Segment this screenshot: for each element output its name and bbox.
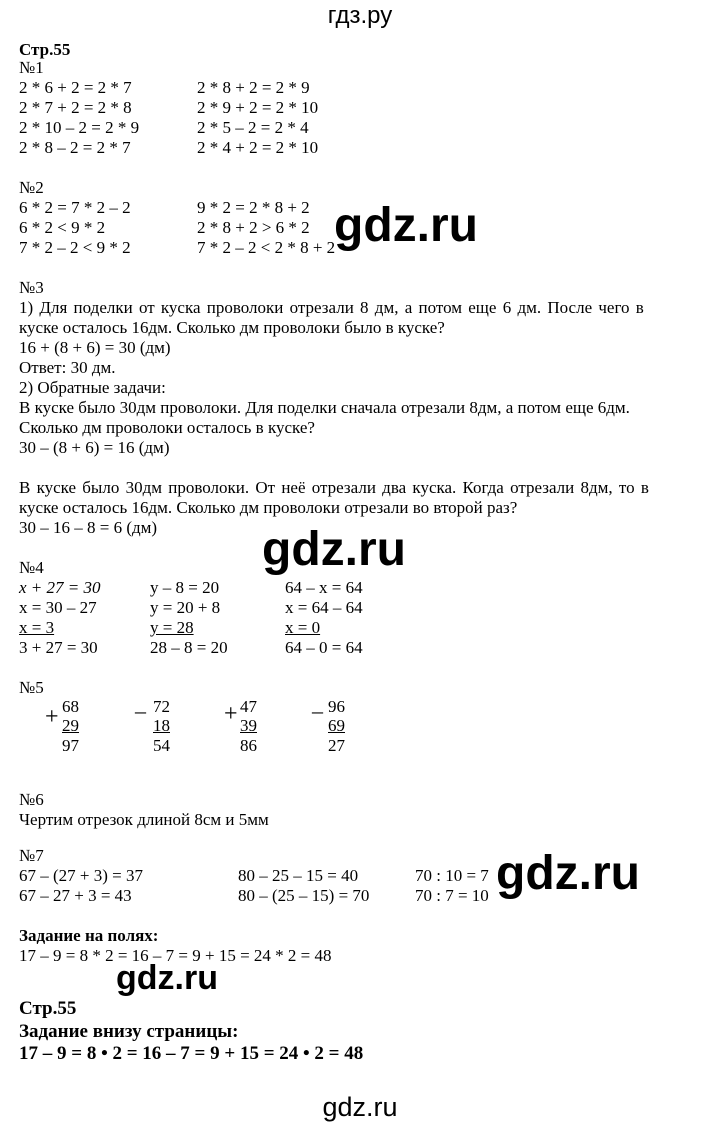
calc4-b: 69 <box>328 716 345 735</box>
watermark-4: gdz.ru <box>116 959 218 997</box>
task6-label: №6 <box>19 790 44 809</box>
task3-answer: Ответ: 30 дм. <box>19 358 116 377</box>
task1-left-0: 2 * 6 + 2 = 2 * 7 <box>19 78 132 97</box>
calc1-b: 29 <box>62 716 79 735</box>
calc3-a: 47 <box>240 697 257 716</box>
calc3-result: 86 <box>240 736 257 755</box>
site-header[interactable]: гдз.ру <box>327 2 393 29</box>
calc2-b: 18 <box>153 716 170 735</box>
calc2-a: 72 <box>153 697 170 716</box>
bottom-page-label: Стр.55 <box>19 998 77 1019</box>
task4-c3-3: 64 – 0 = 64 <box>285 638 363 657</box>
task4-c2-1: y = 20 + 8 <box>150 598 221 617</box>
task4-c2-3: 28 – 8 = 20 <box>150 638 228 657</box>
task4-c1-3: 3 + 27 = 30 <box>19 638 98 657</box>
task3-label: №3 <box>19 278 44 297</box>
watermark-footer[interactable]: gdz.ru <box>322 1092 398 1122</box>
task4-c2-0: y – 8 = 20 <box>150 578 220 597</box>
task1-right-1: 2 * 9 + 2 = 2 * 10 <box>197 98 319 117</box>
task4-c3-2: x = 0 <box>285 618 321 637</box>
task2-right-2: 7 * 2 – 2 < 2 * 8 + 2 <box>197 238 336 257</box>
task3-eq1: 16 + (8 + 6) = 30 (дм) <box>19 338 171 357</box>
task2-left-0: 6 * 2 = 7 * 2 – 2 <box>19 198 131 217</box>
calc1-sign: + <box>45 704 59 730</box>
task2-label: №2 <box>19 178 44 197</box>
task6-text: Чертим отрезок длиной 8см и 5мм <box>19 810 269 829</box>
task1-label: №1 <box>19 58 44 77</box>
task1-left-3: 2 * 8 – 2 = 2 * 7 <box>19 138 131 157</box>
calc1-a: 68 <box>62 697 79 716</box>
calc2-sign: – <box>135 698 146 723</box>
calc1-result: 97 <box>62 736 79 755</box>
task4-c1-2: x = 3 <box>19 618 55 637</box>
calc3-b: 39 <box>240 716 257 735</box>
task1-left-1: 2 * 7 + 2 = 2 * 8 <box>19 98 132 117</box>
task7-r2-2: 70 : 7 = 10 <box>415 886 489 905</box>
task7-r2-1: 80 – (25 – 15) = 70 <box>238 886 370 905</box>
task4-label: №4 <box>19 558 44 577</box>
task3-eq2: 30 – (8 + 6) = 16 (дм) <box>19 438 170 457</box>
calc4-a: 96 <box>328 697 345 716</box>
task1-left-2: 2 * 10 – 2 = 2 * 9 <box>19 118 140 137</box>
task4-c1-1: x = 30 – 27 <box>19 598 97 617</box>
task2-right-1: 2 * 8 + 2 > 6 * 2 <box>197 218 310 237</box>
task2-left-2: 7 * 2 – 2 < 9 * 2 <box>19 238 131 257</box>
task7-r1-2: 70 : 10 = 7 <box>415 866 489 885</box>
page-label: Стр.55 <box>19 40 71 59</box>
task1-right-2: 2 * 5 – 2 = 2 * 4 <box>197 118 309 137</box>
task3-p1b: куске осталось 16дм. Сколько дм проволоки было в куске? <box>19 318 445 337</box>
calc4-result: 27 <box>328 736 345 755</box>
calc3-sign: + <box>224 701 238 727</box>
task3-p1a: 1) Для поделки от куска проволоки отрезали 8 дм, а потом еще 6 дм. После чего в <box>19 298 644 317</box>
task7-label: №7 <box>19 846 44 865</box>
watermark-1: gdz.ru <box>334 199 478 252</box>
task3-inverse-title: 2) Обратные задачи: <box>19 378 166 397</box>
task1-right-0: 2 * 8 + 2 = 2 * 9 <box>197 78 310 97</box>
task4-c2-2: y = 28 <box>150 618 194 637</box>
watermark-3: gdz.ru <box>496 847 640 900</box>
task7-r2-0: 67 – 27 + 3 = 43 <box>19 886 132 905</box>
calc2-result: 54 <box>153 736 170 755</box>
task7-r1-1: 80 – 25 – 15 = 40 <box>238 866 359 885</box>
task3-p2a: В куске было 30дм проволоки. Для поделки сначала отрезали 8дм, а потом еще 6дм. <box>19 398 630 417</box>
bottom-eq: 17 – 9 = 8 • 2 = 16 – 7 = 9 + 15 = 24 • 2 = 48 <box>19 1043 364 1064</box>
task2-left-1: 6 * 2 < 9 * 2 <box>19 218 106 237</box>
task2-right-0: 9 * 2 = 2 * 8 + 2 <box>197 198 310 217</box>
bottom-title: Задание внизу страницы: <box>19 1021 239 1042</box>
task3-eq3: 30 – 16 – 8 = 6 (дм) <box>19 518 158 537</box>
margins-eq: 17 – 9 = 8 * 2 = 16 – 7 = 9 + 15 = 24 * 2 = 48 <box>19 946 332 965</box>
task4-c1-0: x + 27 = 30 <box>19 578 101 597</box>
task3-p3a: В куске было 30дм проволоки. От неё отрезали два куска. Когда отрезали 8дм, то в <box>19 478 649 497</box>
task1-right-3: 2 * 4 + 2 = 2 * 10 <box>197 138 319 157</box>
task4-c3-1: x = 64 – 64 <box>285 598 363 617</box>
calc4-sign: – <box>312 698 323 723</box>
watermark-2: gdz.ru <box>262 523 406 576</box>
task3-p3b: куске осталось 16дм. Сколько дм проволоки отрезали во второй раз? <box>19 498 518 517</box>
task7-r1-0: 67 – (27 + 3) = 37 <box>19 866 143 885</box>
task5-label: №5 <box>19 678 44 697</box>
task3-p2b: Сколько дм проволоки осталось в куске? <box>19 418 315 437</box>
margins-title: Задание на полях: <box>19 926 159 945</box>
task4-c3-0: 64 – x = 64 <box>285 578 363 597</box>
